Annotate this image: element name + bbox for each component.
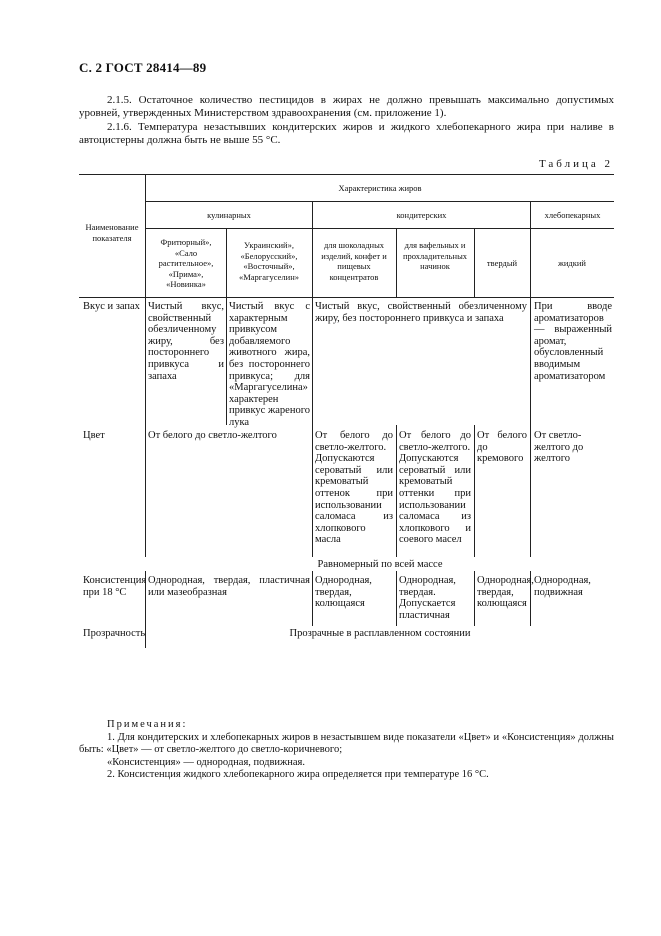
- notes-title: Примечания:: [107, 719, 188, 730]
- col-divider-4: [474, 228, 475, 297]
- col-divider-name: [145, 174, 146, 557]
- header-sub-wafer: для вафельных и прохладительных начинок: [402, 240, 468, 271]
- table-caption: Таблица 2: [538, 158, 613, 170]
- header-sub-liquid: жидкий: [558, 258, 586, 268]
- row-consistency-solid: Однородная, твердая, колющаяся: [477, 575, 534, 610]
- col-divider-1: [226, 228, 227, 297]
- notes: [79, 719, 614, 782]
- header-rule-2: [145, 228, 614, 229]
- row-taste-culinary-1: Чистый вкус, свойственный обезличенному жиру, без постороннего привкуса и запаха: [148, 301, 224, 382]
- row-taste-culinary-2: Чистый вкус с характерным привкусом добавляемого животного жира, без постороннего привкуса; для «Маргагуселина» характерен привкус жареного лука: [229, 301, 310, 428]
- row-color-solid: От белого до кремового: [477, 430, 527, 465]
- row-color-culinary: От белого до светло-желтого: [148, 430, 277, 441]
- header-sub-ukrainian: Украинский», «Белорусский», «Восточный», «Маргагуселин»: [238, 240, 300, 282]
- row-color-liquid: От светло-желтого до желтого: [534, 430, 584, 465]
- col-divider-3-body: [396, 425, 397, 557]
- col-divider-2-lower: [312, 571, 313, 626]
- paragraph-2-1-5: 2.1.5. Остаточное количество пестицидов в жирах не должно превышать максимально допустимых уровней, утвержденных Министерством здравоохранения (см. приложение 1).: [79, 94, 614, 119]
- col-divider-4-body: [474, 425, 475, 557]
- row-uniform: Равномерный по всей массе: [317, 559, 443, 570]
- header-bakery: хлебопекарных: [544, 210, 601, 220]
- header-sub-solid: твердый: [486, 258, 518, 268]
- row-taste-bakery: При вводе ароматизаторов — выраженный аромат, обусловленный вводимым ароматизатором: [534, 301, 612, 382]
- table-top-rule: [79, 174, 614, 175]
- row-consistency-wafer: Однородная, твердая. Допускается пластичная: [399, 575, 456, 621]
- paragraph-2-1-6: 2.1.6. Температура незастывших кондитерских жиров и жидкого хлебопекарного жира при наливе в автоцистерны должна быть не выше 55 °С.: [79, 121, 614, 146]
- col-divider-5: [530, 201, 531, 557]
- row-taste-name: Вкус и запах: [83, 301, 140, 312]
- col-divider-1-body: [226, 297, 227, 425]
- note-1: 1. Для кондитерских и хлебопекарных жиров в незастывшем виде показатели «Цвет» и «Консистенция» должны быть: «Цвет» — от светло-желтого до светло-коричневого;: [79, 731, 614, 756]
- row-color-chocolate: От белого до светло-желтого. Допускаются сероватый или кремоватый оттенок при использовании саломаса из хлопкового масла: [315, 430, 393, 546]
- header-sub-chocolate: для шоколадных изделий, конфет и пищевых концентратов: [321, 240, 387, 282]
- header-confectionery: кондитерских: [396, 210, 447, 220]
- col-divider-3-lower: [396, 571, 397, 626]
- row-color-name: Цвет: [83, 430, 105, 441]
- row-consistency-name: Консистенция при 18 °С: [83, 575, 147, 598]
- row-color-wafer: От белого до светло-желтого. Допускаются сероватый или кремоватый оттенки при использовании саломаса из хлопкового и соевого масел: [399, 430, 471, 546]
- row-consistency-liquid: Однородная, подвижная: [534, 575, 591, 598]
- header-sub-frying: Фритюрный», «Сало растительное», «Прима», «Новинка»: [158, 237, 214, 289]
- page-header: С. 2 ГОСТ 28414—89: [79, 60, 207, 75]
- row-transparency-name: Прозрачность: [83, 628, 146, 639]
- row-taste-confectionery: Чистый вкус, свойственный обезличенному жиру, без постороннего привкуса и запаха: [315, 301, 527, 324]
- col-divider-4-lower: [474, 571, 475, 626]
- header-culinary: кулинарных: [207, 210, 251, 220]
- row-consistency-culinary: Однородная, твердая, пластичная или мазеобразная: [148, 575, 310, 598]
- table-head-rule: [79, 297, 614, 298]
- row-consistency-chocolate: Однородная, твердая, колющаяся: [315, 575, 372, 610]
- note-1-continued: «Консистенция» — однородная, подвижная.: [107, 756, 306, 768]
- note-2: 2. Консистенция жидкого хлебопекарного жира определяется при температуре 16 °С.: [107, 769, 489, 781]
- row-transparency-value: Прозрачные в расплавленном состоянии: [289, 628, 471, 639]
- header-name-col: Наименование показателя: [85, 222, 139, 243]
- header-rule-1: [145, 201, 614, 202]
- col-divider-2: [312, 201, 313, 557]
- header-group: Характеристика жиров: [338, 183, 422, 193]
- col-divider-3: [396, 228, 397, 297]
